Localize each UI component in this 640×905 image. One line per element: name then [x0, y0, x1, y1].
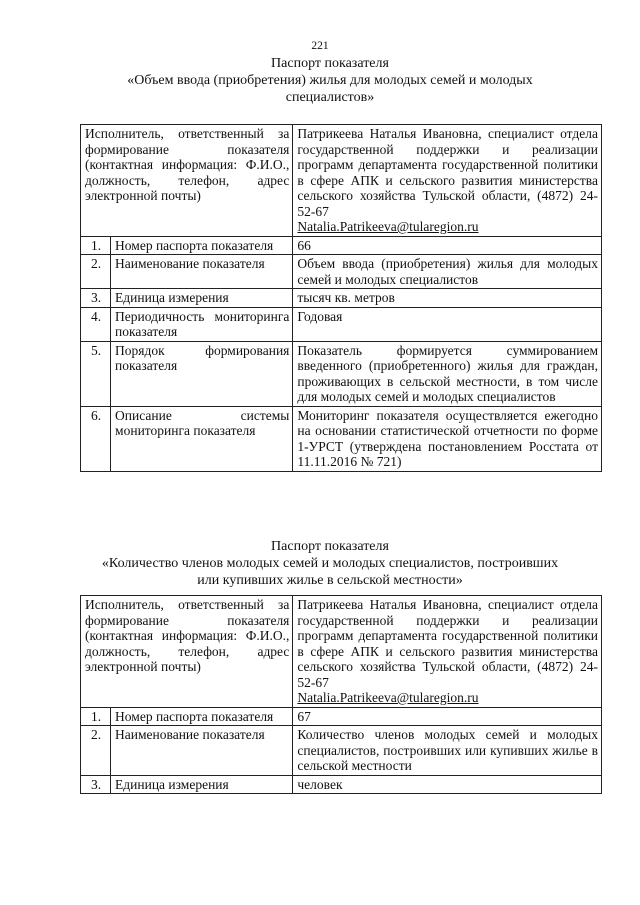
- row-value: 67: [293, 707, 602, 726]
- passport-2-heading: Паспорт показателя: [271, 539, 389, 554]
- row-label: Номер паспорта показателя: [111, 707, 293, 726]
- table-row: [81, 236, 602, 255]
- row-label: Единица измерения: [111, 775, 293, 794]
- executor-label: Исполнитель, ответственный за формирование показателя (контактная информация: Ф.И.О., должность, телефон, адрес электронной почты): [81, 596, 293, 708]
- table-row: [81, 406, 602, 471]
- row-number: 2.: [81, 255, 111, 289]
- executor-row: [81, 125, 602, 237]
- row-number: 5.: [81, 341, 111, 406]
- executor-value: [293, 125, 602, 237]
- row-value: Объем ввода (приобретения) жилья для молодых семей и молодых специалистов: [293, 255, 602, 289]
- row-value: человек: [293, 775, 602, 794]
- row-value: Показатель формируется суммированием введенного (приобретенного) жилья для граждан, проживающих в сельской местности, в том числе для молодых семей и молодых специалистов: [293, 341, 602, 406]
- table-row: [81, 341, 602, 406]
- table-row: [81, 307, 602, 341]
- executor-label: Исполнитель, ответственный за формирование показателя (контактная информация: Ф.И.О., должность, телефон, адрес электронной почты): [81, 125, 293, 237]
- row-number: 6.: [81, 406, 111, 471]
- row-label: Описание системы мониторинга показателя: [111, 406, 293, 471]
- row-label: Единица измерения: [111, 289, 293, 308]
- passport-1-title: [90, 55, 570, 106]
- row-number: 3.: [81, 289, 111, 308]
- table-row: [81, 726, 602, 776]
- table-row: [81, 289, 602, 308]
- row-value: 66: [293, 236, 602, 255]
- executor-row: [81, 596, 602, 708]
- executor-contact: Патрикеева Наталья Ивановна, специалист отдела государственной поддержки и реализации программ департамента государственной политики в сфере АПК и сельского развития министерства сельского хозяйства Тульской области, (4872) 24-52-67: [297, 126, 598, 219]
- row-value: Годовая: [293, 307, 602, 341]
- row-label: Периодичность мониторинга показателя: [111, 307, 293, 341]
- passport-1-subtitle-line-1: «Объем ввода (приобретения) жилья для молодых семей и молодых: [127, 73, 533, 88]
- passport-1-table: [80, 124, 602, 472]
- table-row: [81, 255, 602, 289]
- row-label: Порядок формирования показателя: [111, 341, 293, 406]
- row-label: Наименование показателя: [111, 726, 293, 776]
- executor-value: [293, 596, 602, 708]
- row-number: 3.: [81, 775, 111, 794]
- row-number: 4.: [81, 307, 111, 341]
- passport-2-title: [90, 538, 570, 589]
- row-number: 1.: [81, 707, 111, 726]
- passport-2-subtitle-line-2: или купивших жилье в сельской местности»: [197, 573, 463, 588]
- table-row: [81, 775, 602, 794]
- executor-email-link[interactable]: Natalia.Patrikeeva@tularegion.ru: [297, 219, 479, 234]
- executor-contact: Патрикеева Наталья Ивановна, специалист отдела государственной поддержки и реализации программ департамента государственной политики в сфере АПК и сельского развития министерства сельского хозяйства Тульской области, (4872) 24-52-67: [297, 597, 598, 690]
- passport-2-subtitle-line-1: «Количество членов молодых семей и молодых специалистов, построивших: [101, 556, 559, 571]
- passport-1-heading: Паспорт показателя: [271, 56, 389, 71]
- table-row: [81, 707, 602, 726]
- row-number: 1.: [81, 236, 111, 255]
- row-value: тысяч кв. метров: [293, 289, 602, 308]
- passport-2-table: [80, 595, 602, 794]
- row-value: Мониторинг показателя осуществляется ежегодно на основании статистической отчетности по форме 1-УРСТ (утверждена постановлением Росстата от 11.11.2016 № 721): [293, 406, 602, 471]
- row-value: Количество членов молодых семей и молодых специалистов, построивших или купивших жилье в сельской местности: [293, 726, 602, 776]
- row-number: 2.: [81, 726, 111, 776]
- passport-1-subtitle-line-2: специалистов»: [285, 90, 375, 105]
- page-number: 221: [311, 40, 329, 52]
- executor-email-link[interactable]: Natalia.Patrikeeva@tularegion.ru: [297, 690, 479, 705]
- row-label: Номер паспорта показателя: [111, 236, 293, 255]
- row-label: Наименование показателя: [111, 255, 293, 289]
